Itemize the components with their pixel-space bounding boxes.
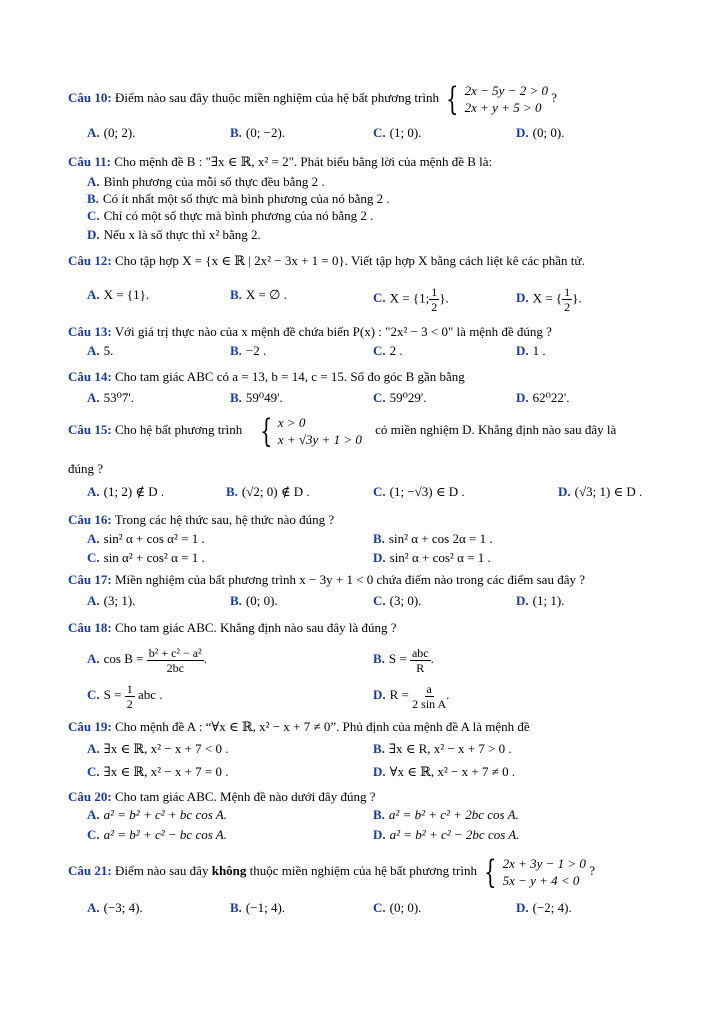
system-line: 5x − y + 4 < 0: [502, 873, 580, 888]
options-row: [0, 762, 724, 782]
question-text: Cho tam giác ABC. Mệnh đề nào dưới đây đúng ?: [114, 789, 376, 804]
option-a[interactable]: A. sin² α + cos α² = 1 .: [87, 531, 205, 546]
option-b[interactable]: B. 59⁰49'.: [230, 390, 283, 405]
option-d[interactable]: D. (√3; 1) ∈ D .: [558, 484, 643, 499]
question-end: ?: [589, 862, 595, 878]
option-d[interactable]: D. ∀x ∈ ℝ, x² − x + 7 ≠ 0 .: [373, 764, 516, 779]
options-row: [0, 680, 724, 710]
question-number: Câu 13:: [68, 324, 112, 339]
question-17: [68, 572, 585, 588]
option-c[interactable]: C. sin α² + cos² α = 1 .: [87, 550, 205, 565]
option-d[interactable]: D. sin² α + cos² α = 1 .: [373, 550, 491, 565]
option-a[interactable]: A. 53⁰7'.: [87, 390, 134, 405]
question-12: [68, 253, 585, 269]
option-b[interactable]: B. (−1; 4).: [230, 900, 286, 915]
fraction: $\frac{\text{b² + c² − a²}}{2bc}$: [148, 645, 202, 675]
option-d[interactable]: D. (0; 0).: [516, 125, 565, 140]
option-c[interactable]: C. a² = b² + c² − bc cos A.: [87, 827, 227, 842]
option-b[interactable]: B. (0; 0).: [230, 593, 278, 608]
question-number: Câu 19:: [68, 719, 112, 734]
question-text: Cho tập hợp X = {x ∈ ℝ | 2x² − 3x + 1 = 0}. Viết tập hợp X bằng cách liệt kê các phần tử.: [114, 253, 585, 268]
question-text: Miền nghiệm của bất phương trình x − 3y + 1 < 0 chứa điểm nào trong các điểm sau đây ?: [114, 572, 585, 587]
option-d[interactable]: D. (−2; 4).: [516, 900, 572, 915]
system-line: 2x + 3y − 1 > 0: [502, 856, 586, 871]
option-c[interactable]: C. 2 .: [373, 343, 403, 358]
question-15-end: đúng ?: [68, 461, 104, 476]
options-row: [0, 388, 724, 408]
option-c[interactable]: C. (1; −√3) ∈ D .: [373, 484, 465, 499]
options-row: [0, 591, 724, 611]
option-a[interactable]: A. (1; 2) ∉ D .: [87, 484, 165, 499]
option-b[interactable]: B. sin² α + cos 2α = 1 .: [373, 531, 493, 546]
system-line: x > 0: [277, 415, 306, 430]
option-b[interactable]: B. (√2; 0) ∉ D .: [226, 484, 310, 499]
question-number: Câu 12:: [68, 253, 112, 268]
question-number: Câu 10:: [68, 89, 112, 105]
fraction: $\frac{1}{2}$: [564, 285, 571, 314]
question-text: Cho tam giác ABC có a = 13, b = 14, c = 15. Số đo góc B gần bằng: [114, 369, 465, 384]
question-text: Cho mệnh đề A : “∀x ∈ ℝ, x² − x + 7 ≠ 0”. Phủ định của mệnh đề A là mệnh đề: [114, 719, 530, 734]
option-d[interactable]: D. 62⁰22'.: [516, 390, 570, 405]
question-text: Cho hệ bất phương trình: [114, 421, 243, 437]
option-b[interactable]: B. Có ít nhất một số thực mà bình phương của nó bằng 2 .: [87, 191, 390, 206]
brace-symbol: {: [259, 412, 272, 450]
option-c[interactable]: C. Chỉ có một số thực mà bình phương của nó bằng 2 .: [87, 208, 374, 223]
system-line: x + √3y + 1 > 0: [277, 432, 362, 447]
question-text: Trong các hệ thức sau, hệ thức nào đúng ?: [114, 512, 335, 527]
question-emphasis: không: [211, 862, 247, 878]
option-c[interactable]: C. (3; 0).: [373, 593, 422, 608]
options-row: [0, 825, 724, 845]
option-a[interactable]: A. Bình phương của mỗi số thực đều bằng 2 .: [87, 174, 325, 189]
options-row: [0, 123, 724, 143]
options-row: [0, 739, 724, 759]
question-18: [68, 620, 397, 636]
option-a[interactable]: A. X = {1}.: [87, 287, 150, 302]
option-a[interactable]: A. 5.: [87, 343, 114, 358]
option-c[interactable]: C. X = {1; $\frac{1}{2}$ }.: [373, 285, 449, 314]
option-c[interactable]: C. S = $\frac{1}{2}$ abc .: [87, 681, 163, 711]
option-d[interactable]: D. a² = b² + c² − 2bc cos A.: [373, 827, 520, 842]
question-14: [68, 369, 465, 385]
options-row: [0, 285, 724, 314]
options-row: [0, 644, 724, 674]
fraction: $\frac{a}{\text{2 sin A}}$: [412, 681, 447, 711]
option-d[interactable]: D. X = { $\frac{1}{2}$ }.: [516, 285, 582, 314]
brace-symbol: {: [446, 80, 459, 118]
option-b[interactable]: B. X = ∅ .: [230, 287, 287, 302]
options-row: [0, 341, 724, 361]
option-a[interactable]: A. (0; 2).: [87, 125, 136, 140]
option-d[interactable]: D. (1; 1).: [516, 593, 565, 608]
option-b[interactable]: B. (0; −2).: [230, 125, 286, 140]
question-number: Câu 16:: [68, 512, 112, 527]
inequality-system: [442, 82, 548, 116]
option-a[interactable]: A. ∃x ∈ ℝ, x² − x + 7 < 0 .: [87, 741, 229, 756]
question-text-cont: có miền nghiệm D. Khẳng định nào sau đây là: [375, 421, 617, 437]
option-d[interactable]: D. R = $\frac{a}{\text{2 sin A}}$ .: [373, 681, 450, 711]
question-text: thuộc miền nghiệm của hệ bất phương trình: [249, 862, 477, 878]
option-b[interactable]: B. ∃x ∈ R, x² − x + 7 > 0 .: [373, 741, 512, 756]
question-text: Điểm nào sau đây: [114, 862, 209, 878]
option-b[interactable]: B. S = $\frac{\text{abc}}{R}$ .: [373, 645, 434, 675]
question-number: Câu 15:: [68, 421, 112, 437]
question-number: Câu 17:: [68, 572, 112, 587]
option-d[interactable]: D. 1 .: [516, 343, 546, 358]
question-text: Điểm nào sau đây thuộc miền nghiệm của hệ bất phương trình: [114, 89, 439, 105]
inequality-system: [256, 414, 362, 448]
brace-symbol: {: [484, 853, 497, 891]
question-11: [68, 154, 492, 170]
option-c[interactable]: C. (1; 0).: [373, 125, 422, 140]
question-end: ?: [551, 89, 557, 105]
question-number: Câu 20:: [68, 789, 112, 804]
inequality-system: [480, 855, 586, 889]
option-a[interactable]: A. cos B = $\frac{\text{b² + c² − a²}}{2bc}$ .: [87, 645, 207, 675]
question-number: Câu 11:: [68, 154, 111, 169]
option-a[interactable]: A. (−3; 4).: [87, 900, 143, 915]
question-number: Câu 18:: [68, 620, 112, 635]
option-b[interactable]: B. a² = b² + c² + 2bc cos A.: [373, 807, 519, 822]
question-number: Câu 14:: [68, 369, 112, 384]
question-21: [68, 855, 595, 889]
question-15: [68, 414, 676, 448]
option-a[interactable]: A. (3; 1).: [87, 593, 136, 608]
question-number: Câu 21:: [68, 862, 112, 878]
question-text: Cho mệnh đề B : "∃x ∈ ℝ, x² = 2". Phát biểu bằng lời của mệnh đề B là:: [114, 154, 493, 169]
options-row: [0, 529, 724, 549]
option-b[interactable]: B. −2 .: [230, 343, 267, 358]
question-16: [68, 512, 334, 528]
options-row: [0, 898, 724, 918]
option-c[interactable]: C. 59⁰29'.: [373, 390, 427, 405]
option-c[interactable]: C. ∃x ∈ ℝ, x² − x + 7 = 0 .: [87, 764, 229, 779]
fraction: $\frac{\text{abc}}{R}$: [411, 645, 429, 675]
fraction: $\frac{1}{2}$: [126, 681, 133, 711]
option-c[interactable]: C. (0; 0).: [373, 900, 422, 915]
question-13: [68, 324, 552, 340]
options-row: [0, 548, 724, 568]
options-row: [0, 482, 724, 502]
question-20: [68, 789, 375, 805]
options-row: [0, 805, 724, 825]
fraction: $\frac{1}{2}$: [431, 285, 438, 314]
question-text: Với giá trị thực nào của x mệnh đề chứa biến P(x) : "2x² − 3 < 0" là mệnh đề đúng ?: [114, 324, 552, 339]
system-line: 2x − 5y − 2 > 0: [464, 83, 548, 98]
system-line: 2x + y + 5 > 0: [464, 100, 542, 115]
question-19: [68, 719, 530, 735]
question-text: Cho tam giác ABC. Khẳng định nào sau đây là đúng ?: [114, 620, 397, 635]
option-d[interactable]: D. Nếu x là số thực thì x² bằng 2.: [87, 227, 261, 242]
option-a[interactable]: A. a² = b² + c² + bc cos A.: [87, 807, 227, 822]
question-10: [68, 82, 557, 116]
